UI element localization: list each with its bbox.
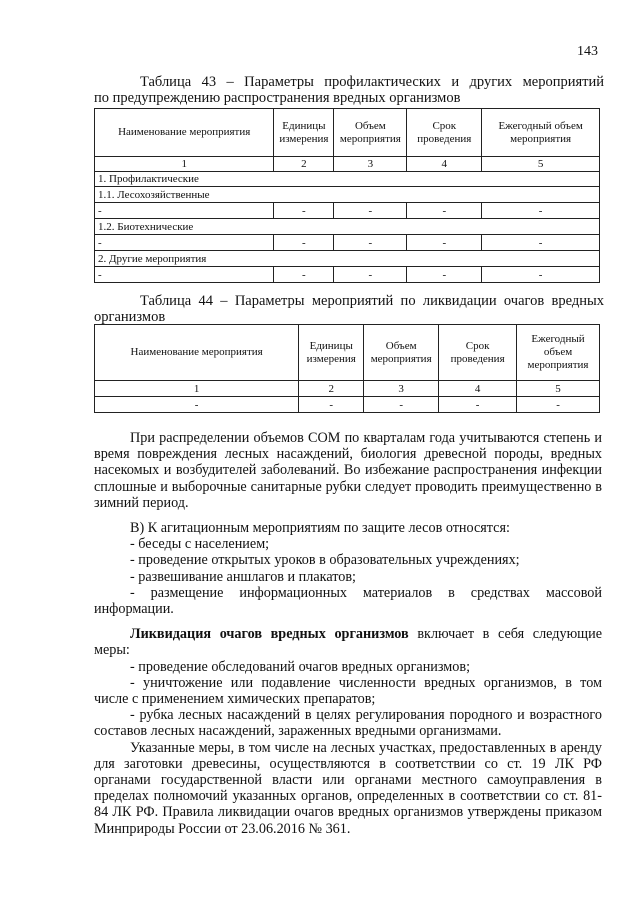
table44-num-5: 5 — [517, 381, 600, 397]
table-cell: - — [364, 397, 439, 413]
table-cell: - — [407, 235, 482, 251]
table-cell: - — [482, 203, 600, 219]
table43-num-2: 2 — [274, 157, 334, 172]
table-row — [95, 235, 600, 251]
list-item: - рубка лесных насаждений в целях регулирования породного и возрастного составов лесных насаждений, зараженных вредными организмами. — [94, 707, 602, 740]
table43-section-2: 2. Другие мероприятия — [95, 251, 600, 267]
table43-number-row — [95, 157, 600, 172]
table-row — [95, 203, 600, 219]
table44-header-annual: Ежегодный объем мероприятия — [517, 325, 600, 381]
table43-section-row — [95, 172, 600, 187]
table44-num-2: 2 — [299, 381, 364, 397]
liquidation-heading: Ликвидация очагов вредных организмов — [130, 626, 409, 643]
table43-section-1-2: 1.2. Биотехнические — [95, 219, 600, 235]
table43-section-row — [95, 187, 600, 203]
table-cell: - — [274, 203, 334, 219]
table43-num-3: 3 — [334, 157, 407, 172]
table44-header-volume: Объем мероприятия — [364, 325, 439, 381]
page-number: 143 — [577, 44, 598, 59]
table43-num-1: 1 — [95, 157, 274, 172]
table44-caption-line1: Таблица 44 – Параметры мероприятий по ликвидации очагов вредных — [140, 293, 604, 309]
table-cell: - — [95, 397, 299, 413]
table43-section-1-1: 1.1. Лесохозяйственные — [95, 187, 600, 203]
paragraph-measures: Указанные меры, в том числе на лесных участках, предоставленных в аренду для заготовки древесины, осуществляются в соответствии со ст. 19 ЛК РФ органами государственной власти или органами местного самоуправления в пределах полномочий указанных органов, определенных в соответствии со ст. 81-84 ЛК РФ. Правила ликвидации очагов вредных организмов утверждены приказом Минприроды России от 23.06.2016 № 361. — [94, 739, 602, 837]
list-item: - проведение открытых уроков в образовательных учреждениях; — [130, 552, 520, 569]
table43-section-1: 1. Профилактические — [95, 172, 600, 187]
table-row — [95, 397, 600, 413]
table44-num-1: 1 — [95, 381, 299, 397]
table-cell: - — [407, 203, 482, 219]
table43-caption-line2: по предупреждению распространения вредных организмов — [94, 90, 461, 106]
table43-header-units: Единицы измерения — [274, 109, 334, 157]
paragraph-liquidation — [94, 626, 602, 658]
list-item: - развешивание аншлагов и плакатов; — [130, 568, 356, 585]
list-item: - уничтожение или подавление численности вредных организмов, в том числе с применением химических препаратов; — [94, 674, 602, 708]
list-item: - проведение обследований очагов вредных организмов; — [130, 658, 471, 675]
table43-section-row — [95, 251, 600, 267]
table-cell: - — [95, 235, 274, 251]
table-cell: - — [299, 397, 364, 413]
table43-header-term: Срок проведения — [407, 109, 482, 157]
table-cell: - — [407, 267, 482, 283]
table44-header-name: Наименование мероприятия — [95, 325, 299, 381]
table44-caption — [94, 293, 604, 325]
list-item: - беседы с населением; — [130, 536, 270, 553]
liquidation-intro: включает в себя следующие меры: — [94, 626, 603, 659]
table-cell: - — [95, 203, 274, 219]
table44-num-3: 3 — [364, 381, 439, 397]
table-cell: - — [334, 235, 407, 251]
table-cell: - — [334, 203, 407, 219]
table-cell: - — [482, 235, 600, 251]
table-cell: - — [439, 397, 517, 413]
paragraph-agitation: В) К агитационным мероприятиям по защите лесов относятся: — [130, 520, 510, 537]
table43-caption-line1: Таблица 43 – Параметры профилактических и других мероприятий — [140, 74, 604, 90]
table43-section-row — [95, 219, 600, 235]
table44-header-units: Единицы измерения — [299, 325, 364, 381]
table43-caption — [94, 74, 604, 106]
table44-caption-line2: организмов — [94, 309, 166, 325]
table44-header-row — [95, 325, 600, 381]
table-cell: - — [274, 267, 334, 283]
body-text — [94, 430, 602, 837]
table-cell: - — [274, 235, 334, 251]
table-cell: - — [334, 267, 407, 283]
list-item: - размещение информационных материалов в средствах массовой информации. — [94, 584, 602, 618]
table-cell: - — [482, 267, 600, 283]
table43-num-4: 4 — [407, 157, 482, 172]
table43-header-annual: Ежегодный объем мероприятия — [482, 109, 600, 157]
table44-number-row — [95, 381, 600, 397]
table43-header-row — [95, 109, 600, 157]
table43 — [94, 108, 600, 283]
table-cell: - — [95, 267, 274, 283]
table44-num-4: 4 — [439, 381, 517, 397]
table43-header-volume: Объем мероприятия — [334, 109, 407, 157]
table43-header-name: Наименование мероприятия — [95, 109, 274, 157]
table44-header-term: Срок проведения — [439, 325, 517, 381]
table-cell: - — [517, 397, 600, 413]
table44 — [94, 324, 600, 413]
paragraph-distribution: При распределении объемов СОМ по кварталам года учитываются степень и время повреждения лесных насаждений, биология древесной породы, вредных насекомых и возбудителей заболеваний. Во избежание распространения инфекции сплошные и выборочные санитарные рубки следует проводить преимущественно в зимний период. — [94, 430, 602, 511]
table-row — [95, 267, 600, 283]
table43-num-5: 5 — [482, 157, 600, 172]
